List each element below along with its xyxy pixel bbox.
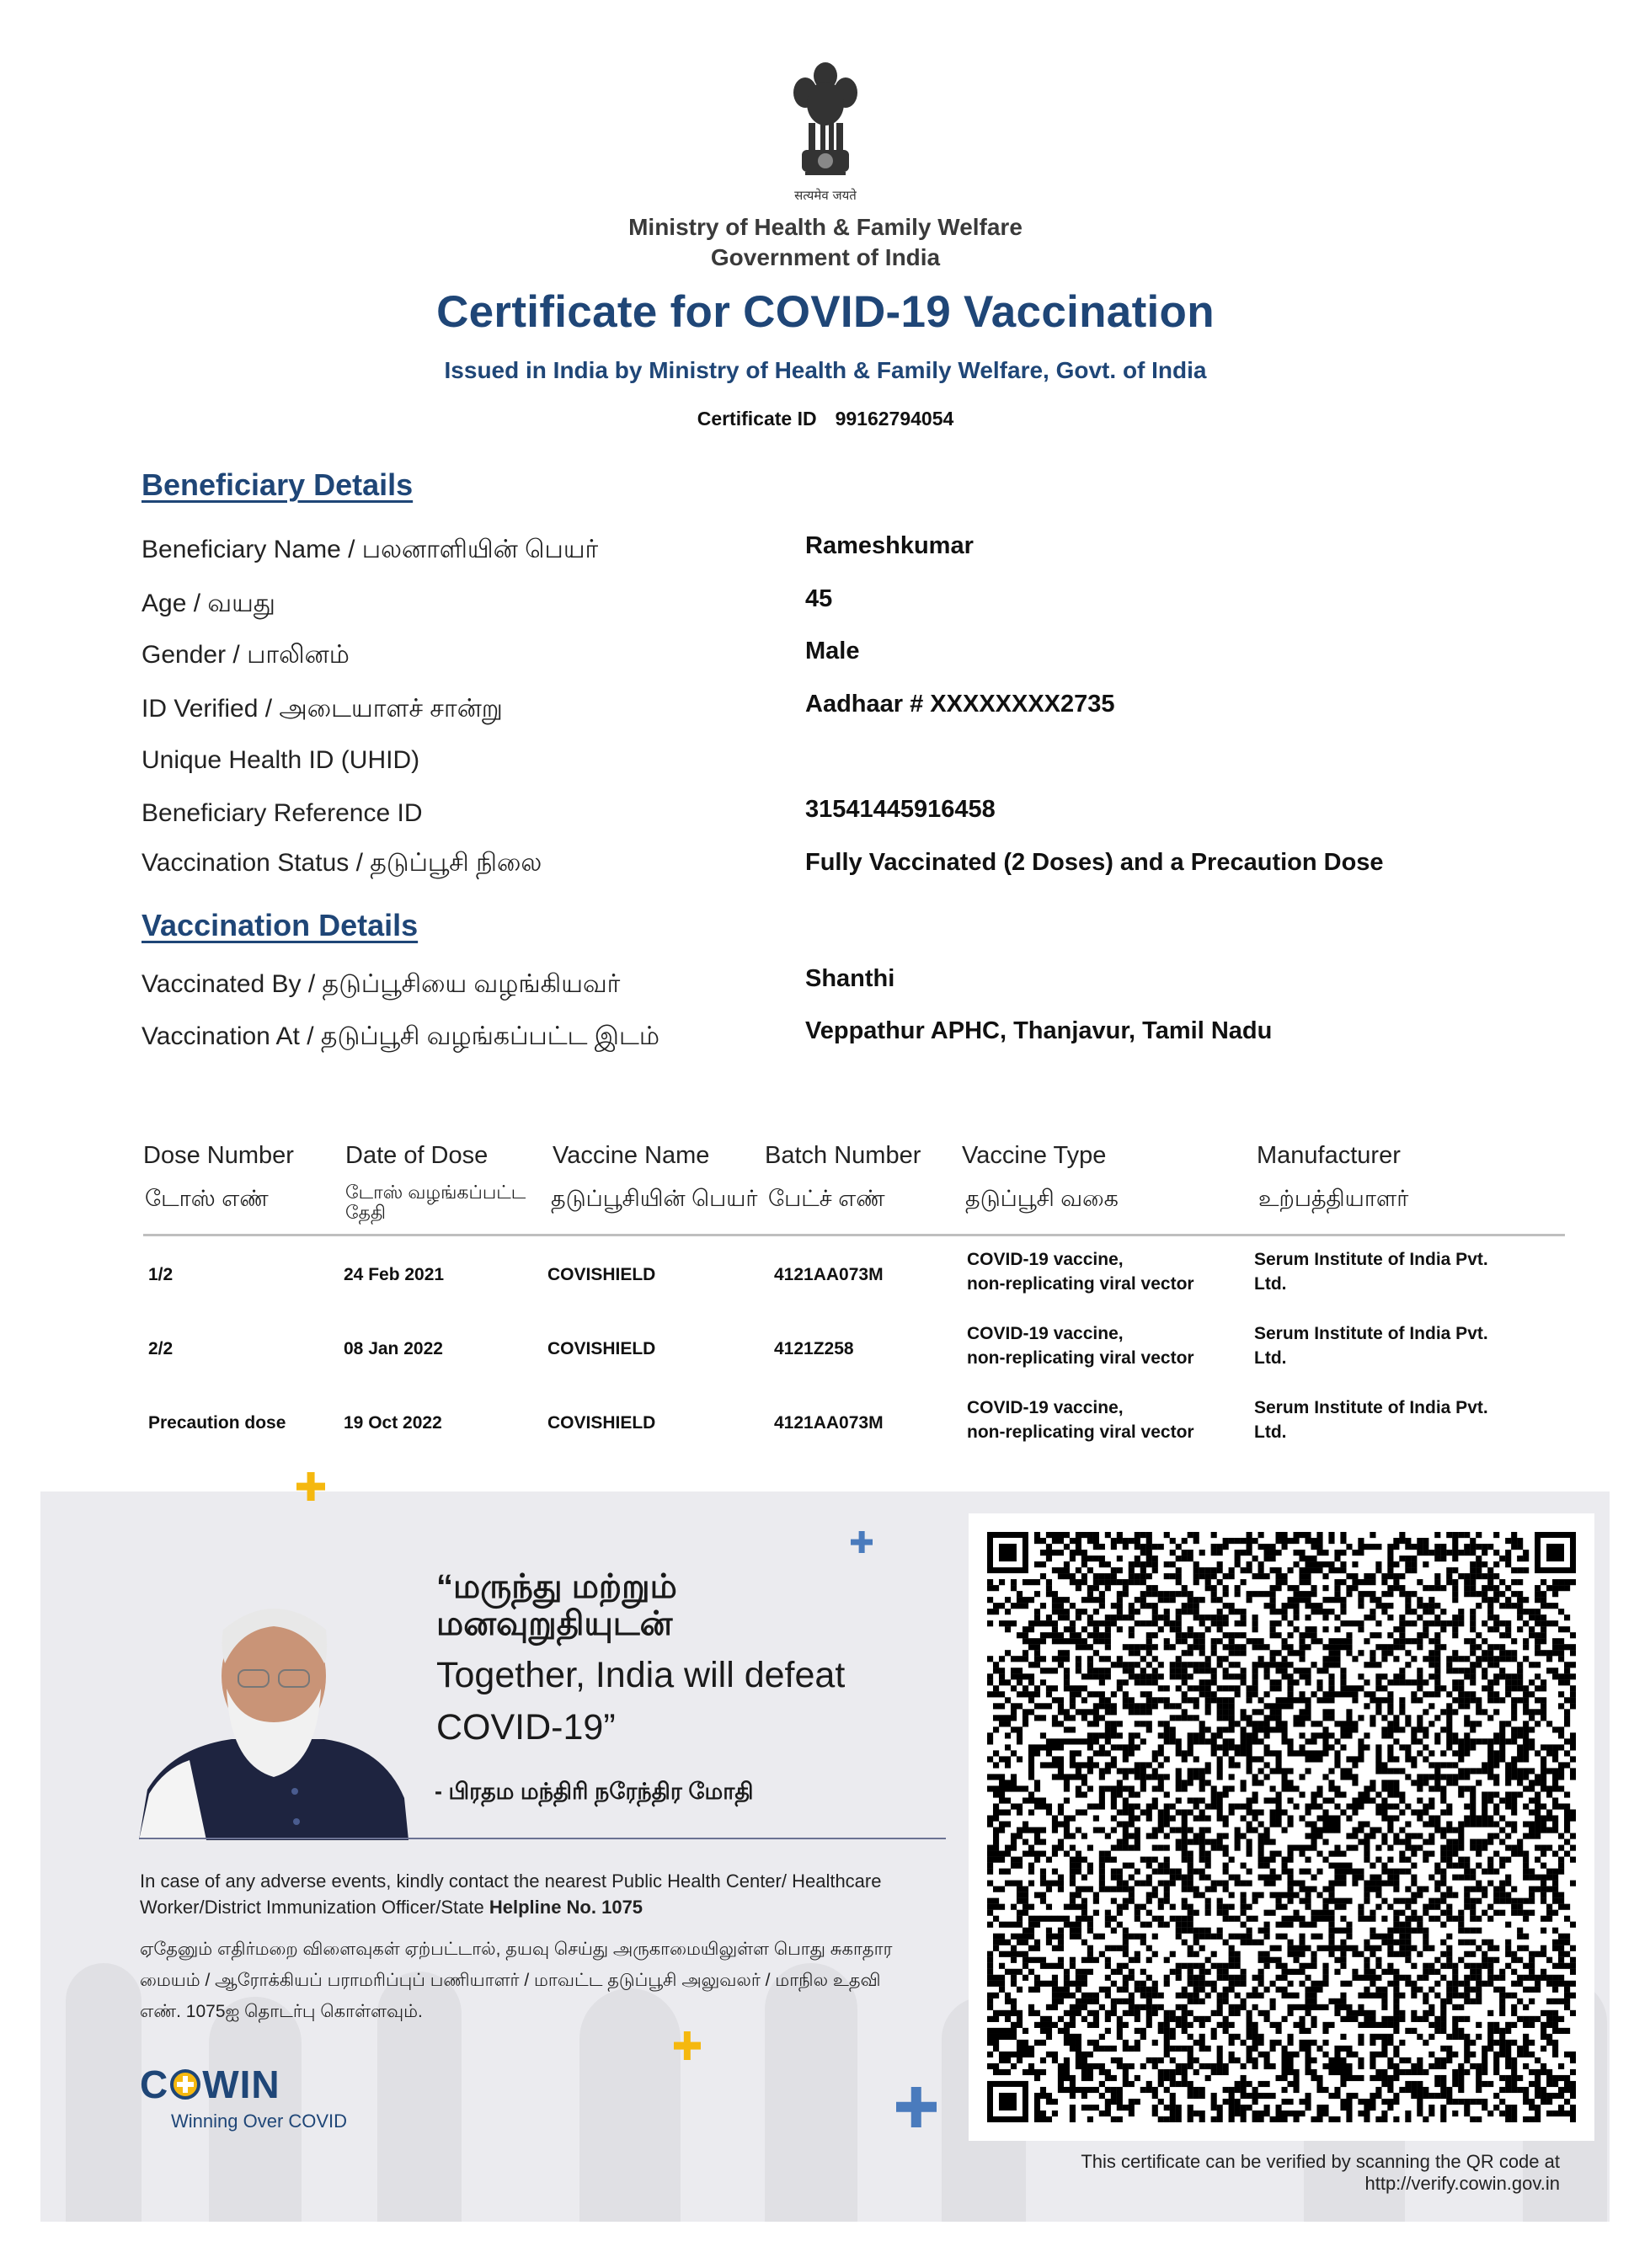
column-header-vaccine-name-ta: தடுப்பூசியின் பெயர் xyxy=(551,1186,758,1211)
certificate-subtitle: Issued in India by Ministry of Health & Family Welfare, Govt. of India xyxy=(444,357,1207,383)
national-emblem-icon xyxy=(783,57,868,205)
gender-label: Gender / பாலினம் xyxy=(142,641,350,669)
column-header-vaccine-name: Vaccine Name xyxy=(553,1142,710,1169)
column-header-manufacturer: Manufacturer xyxy=(1257,1142,1401,1169)
vaccine-type-line-2: non-replicating viral vector xyxy=(967,1422,1194,1442)
id-verified-value: Aadhaar # XXXXXXXX2735 xyxy=(805,691,1115,718)
quote-divider xyxy=(139,1838,946,1839)
emblem-motto: सत्यमेव जयते xyxy=(794,188,857,203)
vaccinated-by-label: Vaccinated By / தடுப்பூசியை வழங்கியவர் xyxy=(142,970,621,998)
quote-tamil-line-2: மனவுறுதியுடன் xyxy=(436,1605,673,1642)
cowin-logo xyxy=(140,2062,280,2107)
vaccination-details-heading: Vaccination Details xyxy=(142,908,419,942)
vaccine-type-line-1: COVID-19 vaccine, xyxy=(967,1398,1124,1417)
ministry-line-2: Government of India xyxy=(710,244,941,270)
vaccination-status-label: Vaccination Status / தடுப்பூசி நிலை xyxy=(142,849,542,877)
vaccine-type-line-1: COVID-19 vaccine, xyxy=(967,1324,1124,1343)
quote-tamil xyxy=(436,1568,677,1642)
prime-minister-portrait xyxy=(139,1596,408,1840)
vaccine-type-line-2: non-replicating viral vector xyxy=(967,1274,1194,1294)
quote-english: Together, India will defeat COVID-19” xyxy=(436,1655,846,1748)
dose-date-cell: 19 Oct 2022 xyxy=(344,1413,442,1433)
certificate-id-label: Certificate ID xyxy=(697,408,817,430)
manufacturer-cell xyxy=(1254,1247,1488,1296)
vaccine-type-cell xyxy=(967,1247,1194,1296)
vaccination-at-value: Veppathur APHC, Thanjavur, Tamil Nadu xyxy=(805,1017,1273,1044)
beneficiary-reference-id-value: 31541445916458 xyxy=(805,796,996,823)
dose-number-cell: Precaution dose xyxy=(148,1413,286,1433)
beneficiary-details-heading: Beneficiary Details xyxy=(142,467,414,502)
helpline-number: Helpline No. 1075 xyxy=(489,1897,643,1918)
column-header-date: Date of Dose xyxy=(345,1142,489,1169)
column-header-dose-number-ta: டோஸ் எண் xyxy=(145,1186,269,1211)
adverse-events-notice-tamil: ஏதேனும் எதிர்மறை விளைவுகள் ஏற்பட்டால், தயவு செய்து அருகாமையிலுள்ள பொது சுகாதார மையம் / ஆரோக்கியப் பராமரிப்புப் பணியாளர் / மாவட்ட தடுப்பூசி அலுவலர் / மாநில உதவி எண். 1075ஐ தொடர்பு கொள்ளவும். xyxy=(140,1940,893,2021)
vaccine-name-cell: COVISHIELD xyxy=(547,1339,656,1358)
adverse-events-notice-english xyxy=(140,1868,898,1920)
manufacturer-line-1: Serum Institute of India Pvt. xyxy=(1254,1324,1488,1343)
table-header-divider xyxy=(143,1234,1565,1236)
column-header-dose-number: Dose Number xyxy=(143,1142,294,1169)
batch-number-cell: 4121AA073M xyxy=(774,1413,884,1433)
cowin-logo-c: C xyxy=(140,2063,169,2106)
vaccinated-by-value: Shanthi xyxy=(805,965,895,992)
verification-qr-code[interactable] xyxy=(969,1513,1594,2141)
qr-code-icon xyxy=(987,1532,1576,2122)
batch-number-cell: 4121AA073M xyxy=(774,1265,884,1284)
adverse-events-text: In case of any adverse events, kindly contact the nearest Public Health Center/ Healthcare Worker/District Immunization Officer/State xyxy=(140,1870,882,1918)
dose-date-cell: 08 Jan 2022 xyxy=(344,1339,443,1358)
column-header-vaccine-type: Vaccine Type xyxy=(962,1142,1107,1169)
dose-number-cell: 1/2 xyxy=(148,1265,174,1284)
manufacturer-line-1: Serum Institute of India Pvt. xyxy=(1254,1250,1488,1269)
vaccine-name-cell: COVISHIELD xyxy=(547,1413,656,1433)
beneficiary-reference-id-label: Beneficiary Reference ID xyxy=(142,799,423,827)
dose-date-cell: 24 Feb 2021 xyxy=(344,1265,445,1284)
vaccine-type-line-2: non-replicating viral vector xyxy=(967,1348,1194,1368)
column-header-date-ta: டோஸ் வழங்கப்பட்ட தேதி xyxy=(345,1182,526,1223)
certificate-id-row xyxy=(590,408,1061,430)
ministry-line-1: Ministry of Health & Family Welfare xyxy=(628,214,1023,240)
dose-number-cell: 2/2 xyxy=(148,1339,174,1358)
cowin-logo-win: WIN xyxy=(202,2063,280,2106)
cowin-plus-icon xyxy=(170,2069,200,2100)
beneficiary-name-label: Beneficiary Name / பலனாளியின் பெயர் xyxy=(142,536,599,563)
verification-url[interactable]: http://verify.cowin.gov.in xyxy=(1364,2173,1560,2194)
manufacturer-line-1: Serum Institute of India Pvt. xyxy=(1254,1398,1488,1417)
vaccination-status-value: Fully Vaccinated (2 Doses) and a Precaution Dose xyxy=(805,849,1384,876)
gender-value: Male xyxy=(805,638,860,664)
uhid-label: Unique Health ID (UHID) xyxy=(142,746,420,774)
manufacturer-cell xyxy=(1254,1321,1488,1370)
vaccine-name-cell: COVISHIELD xyxy=(547,1265,656,1284)
yellow-plus-icon xyxy=(296,1472,325,1501)
cowin-tagline: Winning Over COVID xyxy=(171,2111,348,2132)
id-verified-label: ID Verified / அடையாளச் சான்று xyxy=(142,695,503,723)
vaccine-type-cell xyxy=(967,1321,1194,1370)
column-header-batch-number: Batch Number xyxy=(765,1142,921,1169)
vaccine-type-cell xyxy=(967,1395,1194,1444)
quote-tamil-line-1: “மருந்து மற்றும் xyxy=(436,1568,677,1605)
vaccination-at-label: Vaccination At / தடுப்பூசி வழங்கப்பட்ட இடம் xyxy=(142,1022,659,1050)
manufacturer-line-2: Ltd. xyxy=(1254,1422,1287,1442)
age-value: 45 xyxy=(805,585,833,612)
certificate-id-value: 99162794054 xyxy=(835,408,954,430)
beneficiary-name-value: Rameshkumar xyxy=(805,532,974,559)
age-label: Age / வயது xyxy=(142,590,275,617)
verification-note xyxy=(969,2151,1560,2195)
background-figure xyxy=(209,1997,302,2222)
vaccine-type-line-1: COVID-19 vaccine, xyxy=(967,1250,1124,1269)
batch-number-cell: 4121Z258 xyxy=(774,1339,854,1358)
column-header-batch-number-ta: பேட்ச் எண் xyxy=(768,1186,885,1211)
ministry-name xyxy=(505,212,1145,273)
blue-plus-icon xyxy=(896,2087,937,2127)
column-header-manufacturer-ta: உற்பத்தியாளர் xyxy=(1258,1186,1409,1211)
verification-note-line-1: This certificate can be verified by scanning the QR code at xyxy=(1081,2151,1560,2172)
background-figure xyxy=(66,1963,142,2222)
manufacturer-line-2: Ltd. xyxy=(1254,1348,1287,1368)
manufacturer-cell xyxy=(1254,1395,1488,1444)
column-header-vaccine-type-ta: தடுப்பூசி வகை xyxy=(965,1186,1119,1211)
yellow-plus-icon xyxy=(674,2031,701,2060)
manufacturer-line-2: Ltd. xyxy=(1254,1274,1287,1294)
certificate-title: Certificate for COVID-19 Vaccination xyxy=(436,287,1215,337)
blue-plus-icon xyxy=(851,1531,873,1553)
quote-attribution: - பிரதம மந்திரி நரேந்திர மோதி xyxy=(435,1779,754,1804)
